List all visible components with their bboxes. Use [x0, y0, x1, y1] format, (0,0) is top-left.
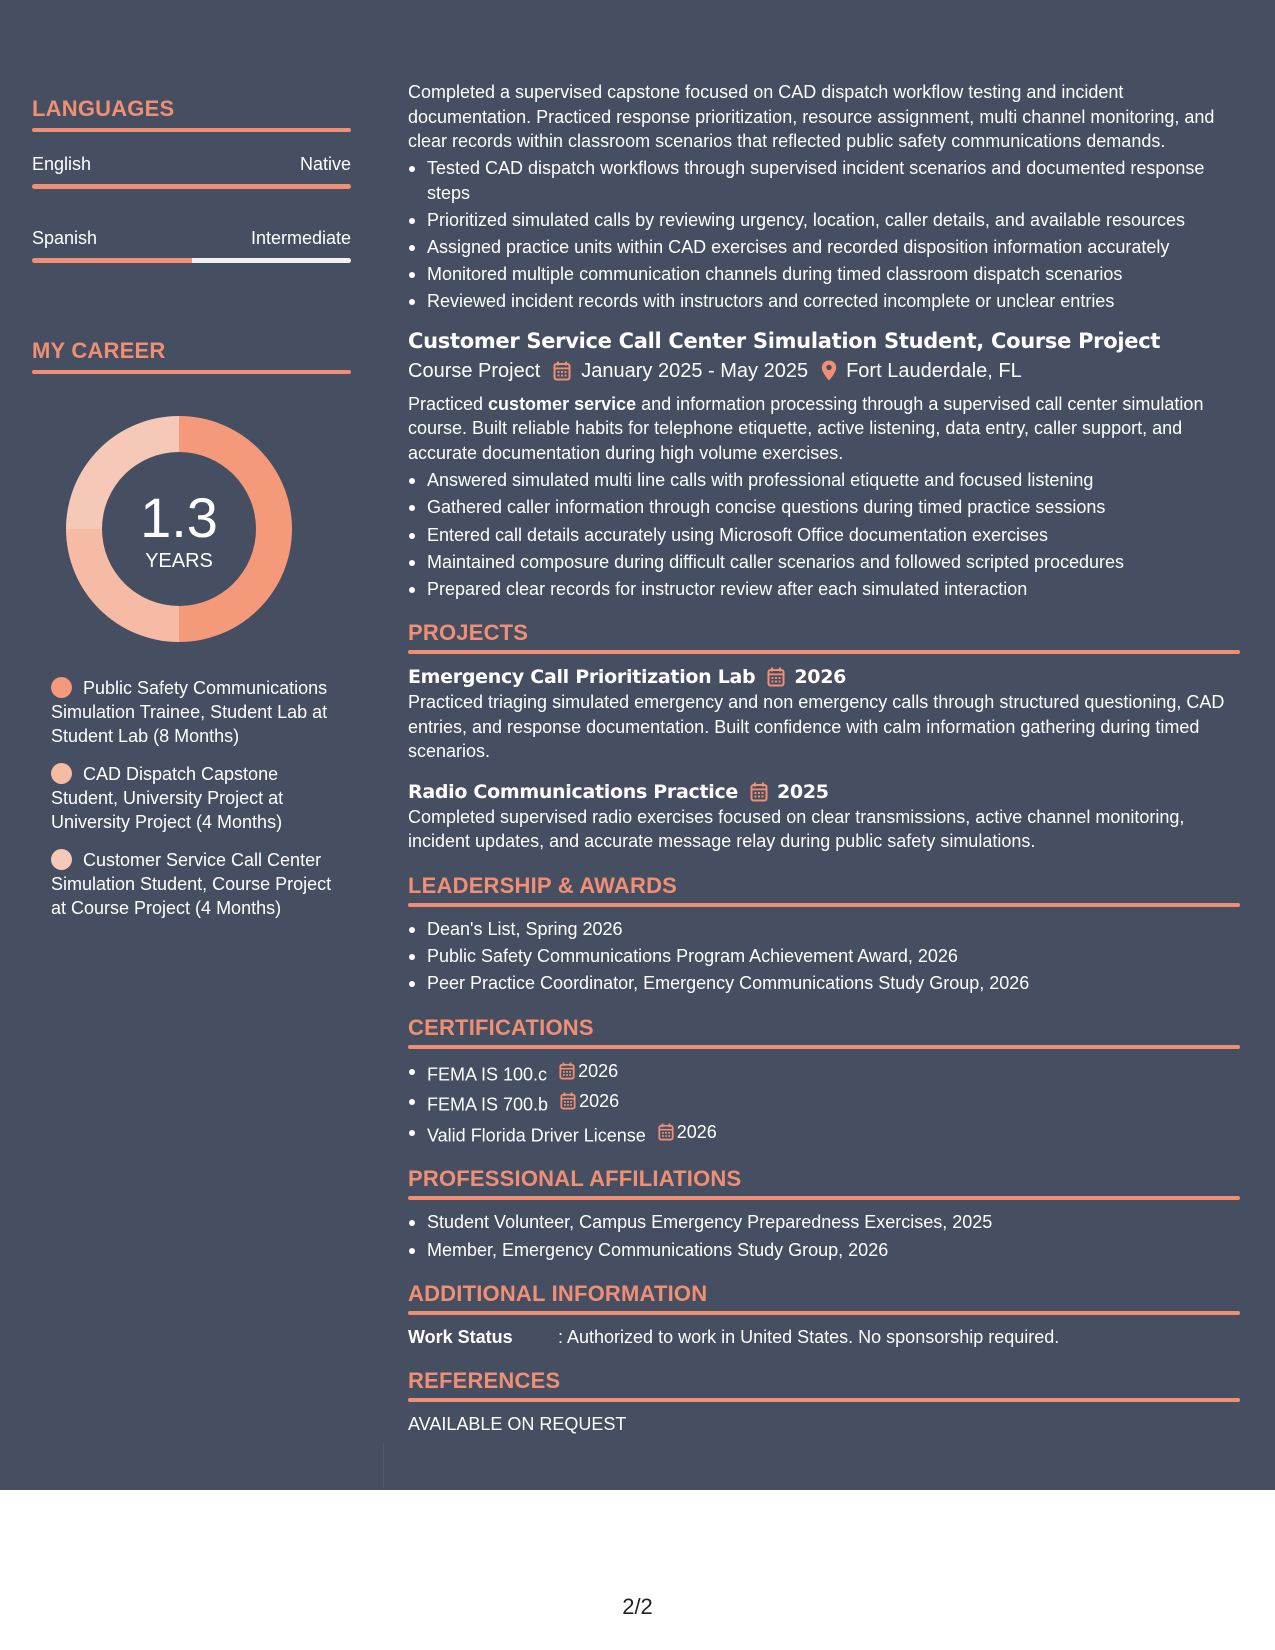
additional-info-section	[408, 1281, 1240, 1349]
project-title: Radio Communications Practice 2025	[408, 780, 829, 803]
affiliations-section	[408, 1166, 1240, 1262]
job-title: Customer Service Call Center Simulation Student, Course Project	[408, 328, 1161, 353]
list-item: Maintained composure during difficult caller scenarios and followed scripted procedures	[408, 550, 1240, 575]
page-number: 2/2	[622, 1594, 653, 1619]
career-heading: MY CAREER	[32, 338, 166, 363]
career-item	[51, 762, 341, 834]
work-status-row	[408, 1325, 1240, 1349]
location-pin-icon	[821, 360, 837, 381]
leadership-rule	[408, 903, 1240, 907]
references-heading: REFERENCES	[408, 1368, 561, 1394]
keyword-highlight: customer service	[488, 393, 637, 414]
projects-section	[408, 620, 1240, 854]
list-item: Public Safety Communications Program Achievement Award, 2026	[408, 944, 1240, 969]
career-list	[51, 676, 341, 934]
project-description: Practiced triaging simulated emergency and non emergency calls through structured questioning, CAD entries, and response documentation. Built confidence with calm information gathering during timed scenarios.	[408, 692, 1225, 762]
languages-rule	[32, 128, 351, 132]
list-item: Answered simulated multi line calls with professional etiquette and focused listening	[408, 468, 1240, 493]
leadership-heading: LEADERSHIP & AWARDS	[408, 872, 678, 898]
work-status-label: Work Status	[408, 1327, 513, 1348]
main-column	[408, 80, 1240, 1437]
column-divider	[383, 1442, 384, 1488]
list-item: FEMA IS 700.b 2026	[408, 1089, 1240, 1117]
career-total	[66, 416, 292, 642]
career-item-text: CAD Dispatch Capstone Student, University Project at University Project (4 Months)	[51, 764, 284, 832]
list-item: Student Volunteer, Campus Emergency Preparedness Exercises, 2025	[408, 1210, 1240, 1235]
language-proficiency-bar	[32, 258, 351, 263]
language-spanish	[32, 227, 351, 263]
career-item	[51, 676, 341, 748]
affiliations-rule	[408, 1196, 1240, 1200]
language-name: English	[32, 154, 92, 174]
career-section	[32, 338, 351, 374]
language-proficiency-bar	[32, 184, 351, 189]
references-rule	[408, 1398, 1240, 1402]
cert-year: 2026	[578, 1060, 619, 1081]
cert-year: 2026	[579, 1091, 620, 1112]
project-year: 2025	[777, 780, 829, 803]
career-dot-icon	[51, 677, 72, 698]
list-item: Reviewed incident records with instructors and corrected incomplete or unclear entries	[408, 289, 1240, 314]
career-rule	[32, 370, 351, 374]
job-bullets	[408, 468, 1240, 601]
career-item	[51, 848, 341, 920]
career-dot-icon	[51, 849, 72, 870]
list-item: Tested CAD dispatch workflows through supervised incident scenarios and documented response steps	[408, 156, 1240, 205]
capstone-summary: Completed a supervised capstone focused on CAD dispatch workflow testing and incident documentation. Practiced response prioritization, resource assignment, multi channel monitoring, and clear records within classroom scenarios that reflected public safety communications demands.	[408, 82, 1215, 151]
list-item: Member, Emergency Communications Study Group, 2026	[408, 1238, 1240, 1263]
language-english	[32, 153, 351, 189]
affiliations-heading: PROFESSIONAL AFFILIATIONS	[408, 1166, 742, 1192]
calendar-icon	[658, 1123, 674, 1141]
additional-info-rule	[408, 1311, 1240, 1315]
calendar-icon	[767, 667, 785, 687]
list-item: Prioritized simulated calls by reviewing urgency, location, caller details, and available resources	[408, 208, 1240, 233]
calendar-icon	[553, 361, 571, 381]
career-total-unit: YEARS	[145, 550, 213, 572]
list-item: FEMA IS 100.c 2026	[408, 1059, 1240, 1087]
career-total-value: 1.3	[140, 486, 218, 549]
capstone-bullets	[408, 156, 1240, 314]
list-item: Assigned practice units within CAD exercises and recorded disposition information accurately	[408, 235, 1240, 260]
career-dot-icon	[51, 763, 72, 784]
references-section	[408, 1368, 1240, 1437]
job-company: Course Project	[408, 359, 541, 382]
project-description: Completed supervised radio exercises focused on clear transmissions, active channel monitoring, incident updates, and accurate message relay during public safety simulations.	[408, 806, 1185, 852]
projects-rule	[408, 650, 1240, 654]
sidebar	[32, 96, 351, 263]
language-level: Intermediate	[250, 228, 351, 248]
list-item: Monitored multiple communication channels during timed classroom dispatch scenarios	[408, 262, 1240, 287]
leadership-section	[408, 873, 1240, 996]
job-dates: January 2025 - May 2025	[581, 359, 809, 382]
list-item: Valid Florida Driver License 2026	[408, 1120, 1240, 1148]
references-text: AVAILABLE ON REQUEST	[408, 1414, 627, 1435]
job-location: Fort Lauderdale, FL	[846, 359, 1022, 382]
cert-year: 2026	[676, 1121, 717, 1142]
language-level: Native	[299, 154, 351, 174]
list-item: Peer Practice Coordinator, Emergency Communications Study Group, 2026	[408, 971, 1240, 996]
work-status-value: : Authorized to work in United States. No sponsorship required.	[558, 1327, 1060, 1348]
certifications-section	[408, 1015, 1240, 1148]
list-item: Entered call details accurately using Microsoft Office documentation exercises	[408, 523, 1240, 548]
calendar-icon	[750, 782, 768, 802]
job-summary: Practiced customer service and information processing through a supervised call center simulation course. Built reliable habits for telephone etiquette, active listening, data entry, caller support, and accurate documentation during high volume exercises.	[408, 393, 1204, 463]
certifications-rule	[408, 1045, 1240, 1049]
project-title: Emergency Call Prioritization Lab 2026	[408, 666, 847, 689]
list-item: Gathered caller information through concise questions during timed practice sessions	[408, 495, 1240, 520]
career-item-text: Public Safety Communications Simulation Trainee, Student Lab at Student Lab (8 Months)	[51, 678, 328, 746]
job-meta	[408, 358, 1240, 384]
calendar-icon	[559, 1062, 575, 1080]
calendar-icon	[560, 1092, 576, 1110]
additional-info-heading: ADDITIONAL INFORMATION	[408, 1281, 708, 1307]
page-footer	[0, 1490, 1275, 1650]
languages-heading: LANGUAGES	[32, 96, 175, 121]
certifications-heading: CERTIFICATIONS	[408, 1014, 594, 1040]
career-item-text: Customer Service Call Center Simulation Student, Course Project at Course Project (4 Months)	[51, 850, 332, 918]
list-item: Dean's List, Spring 2026	[408, 917, 1240, 942]
project-year: 2026	[794, 666, 847, 689]
projects-heading: PROJECTS	[408, 620, 529, 646]
list-item: Prepared clear records for instructor review after each simulated interaction	[408, 577, 1240, 602]
language-name: Spanish	[32, 228, 98, 248]
